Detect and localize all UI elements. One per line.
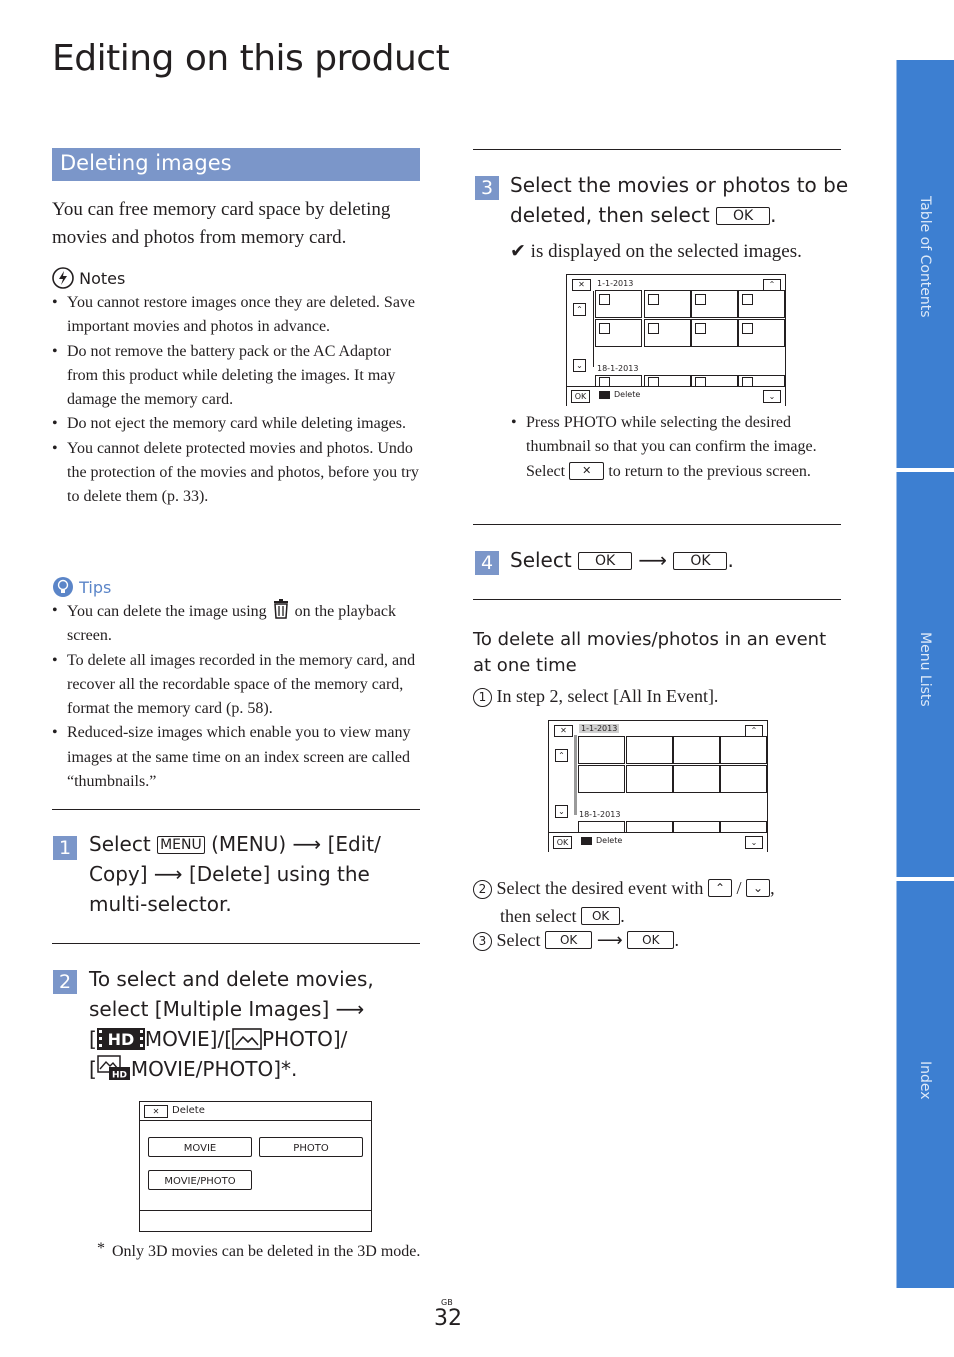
lang-code: GB xyxy=(441,1298,453,1307)
step-number: 2 xyxy=(53,970,77,994)
arrow-icon: ⟶ xyxy=(292,832,322,856)
check-note xyxy=(510,240,802,263)
screen-header xyxy=(140,1102,371,1121)
step3-bullets xyxy=(511,411,841,484)
circled-1: 1 xyxy=(473,688,492,707)
thumbnail[interactable] xyxy=(691,290,738,318)
scroll-down-icon[interactable]: ⌄ xyxy=(573,359,586,372)
step-number: 1 xyxy=(53,836,77,860)
ok-icon[interactable]: OK xyxy=(553,836,572,849)
intro-text: You can free memory card space by deleting movies and photos from memory card. xyxy=(52,199,391,248)
menu-button: MENU xyxy=(157,836,205,854)
thumbnail[interactable] xyxy=(738,319,785,347)
page-up-icon[interactable]: ⌃ xyxy=(745,725,763,737)
step1-delete: [Delete] using the xyxy=(188,862,370,886)
event-heading: To delete all movies/photos in an event at one time xyxy=(473,629,827,676)
close-icon: ✕ xyxy=(569,462,604,480)
tips-label: Tips xyxy=(79,578,112,597)
page-down-icon: ⌄ xyxy=(746,879,770,897)
list-item: • Reduced-size images which enable you to view many images at the same time on an index screen are called “thumbnails.” xyxy=(52,721,424,794)
divider xyxy=(473,149,841,150)
movie-photo-button-label: MOVIE/PHOTO xyxy=(164,1176,236,1187)
section-header xyxy=(52,148,420,181)
movie-button-label: MOVIE xyxy=(183,1143,217,1154)
tips-heading xyxy=(52,576,111,598)
divider xyxy=(473,599,841,600)
ok-button: OK xyxy=(581,907,620,925)
step1-copy: Copy] xyxy=(89,862,148,886)
tips-icon xyxy=(52,576,74,598)
thumbnail[interactable] xyxy=(644,319,691,347)
sidebar-tab-contents-label: Table of Contents xyxy=(917,196,933,318)
step3-text: Select the movies or photos to be deleted, then select OK . xyxy=(510,173,849,227)
close-icon[interactable]: ✕ xyxy=(554,725,573,737)
date-bottom: 18-1-2013 xyxy=(597,364,639,373)
checkbox[interactable] xyxy=(599,323,610,334)
notes-icon xyxy=(52,267,74,289)
step3-bullet-a: Press PHOTO while selecting the desired thumbnail so that you can confirm the image. Select xyxy=(526,414,817,480)
thumbnail[interactable] xyxy=(720,736,767,764)
screen-footer xyxy=(567,386,785,406)
section-title: Deleting images xyxy=(60,151,232,175)
arrow-icon: ⟶ xyxy=(335,997,365,1021)
page-down-icon[interactable]: ⌄ xyxy=(745,836,763,849)
sidebar-tab-index[interactable] xyxy=(896,881,954,1288)
trash-icon xyxy=(271,599,291,619)
thumbnail[interactable] xyxy=(673,765,720,793)
ok-icon[interactable]: OK xyxy=(571,390,590,403)
notes-list xyxy=(52,291,424,510)
scroll-up-icon[interactable]: ⌃ xyxy=(555,749,568,762)
thumbnail[interactable] xyxy=(673,736,720,764)
scroll-down-icon[interactable]: ⌄ xyxy=(555,805,568,818)
checkbox[interactable] xyxy=(648,323,659,334)
page-up-icon[interactable]: ⌃ xyxy=(763,279,781,291)
tip-text-a: You can delete the image using xyxy=(67,603,267,620)
thumbnail[interactable] xyxy=(720,765,767,793)
scroll-up-icon[interactable]: ⌃ xyxy=(573,303,586,316)
checkbox[interactable] xyxy=(742,323,753,334)
date-top: 1-1-2013 xyxy=(581,724,618,733)
page-down-icon[interactable]: ⌄ xyxy=(763,390,781,403)
step1-edit: [Edit/ xyxy=(327,832,381,856)
step-number: 3 xyxy=(475,176,499,200)
notes-heading xyxy=(52,267,125,289)
footnote: Only 3D movies can be deleted in the 3D mode. xyxy=(112,1243,421,1260)
check-note-text: is displayed on the selected images. xyxy=(530,241,802,262)
sidebar-tab-menu-lists[interactable] xyxy=(896,472,954,877)
screen-divider xyxy=(140,1210,371,1211)
checkbox[interactable] xyxy=(695,294,706,305)
step1-menu: (MENU) xyxy=(211,832,287,856)
ok-button: OK xyxy=(716,207,770,225)
event-step2-text-a: Select the desired event with xyxy=(496,878,704,898)
divider xyxy=(52,809,420,810)
step2-moviephoto: MOVIE/PHOTO]*. xyxy=(130,1057,298,1081)
checkbox[interactable] xyxy=(599,294,610,305)
event-step2-text-b: then select xyxy=(500,906,577,926)
hd-icon xyxy=(581,837,592,845)
screen-title: Delete xyxy=(172,1105,205,1116)
event-step1 xyxy=(473,686,718,707)
divider xyxy=(52,943,420,944)
date-bottom: 18-1-2013 xyxy=(579,810,621,819)
list-item: • You cannot delete protected movies and photos. Undo the protection of the movies and photos, before you try to delete them (p. 33). xyxy=(52,437,424,510)
ok-button: OK xyxy=(627,931,674,949)
step4-select: Select xyxy=(510,548,572,572)
step1-multiselector: multi-selector. xyxy=(89,892,232,916)
step3-bullet-b: to return to the previous screen. xyxy=(608,462,811,480)
arrow-icon: ⟶ xyxy=(596,930,623,951)
sidebar-tab-contents[interactable] xyxy=(896,60,954,468)
close-icon[interactable]: ✕ xyxy=(144,1105,168,1118)
thumbnail[interactable] xyxy=(595,319,642,347)
thumbnail-screen xyxy=(566,274,786,406)
photo-button[interactable] xyxy=(259,1137,363,1157)
circled-2: 2 xyxy=(473,880,492,899)
checkbox[interactable] xyxy=(648,294,659,305)
thumbnail[interactable] xyxy=(595,290,642,318)
thumbnail[interactable] xyxy=(578,736,625,764)
list-item: • Do not remove the battery pack or the AC Adaptor from this product while deleting the images. It may damage the memory card. xyxy=(52,340,424,413)
event-step3: 3 Select OK ⟶ OK . xyxy=(473,930,679,951)
page-title: Editing on this product xyxy=(52,38,450,79)
step3-line1: Select the movies or photos to be xyxy=(510,173,849,197)
list-item: • To delete all images recorded in the memory card, and recover all the recordable space of the memory card, format the memory card (p. 58). xyxy=(52,649,424,722)
notes-label: Notes xyxy=(79,269,126,288)
arrow-icon: ⟶ xyxy=(153,862,183,886)
tip-text-b: on the playback screen. xyxy=(67,603,396,645)
sidebar-tab-menu-lists-label: Menu Lists xyxy=(917,632,933,707)
movie-photo-button[interactable] xyxy=(148,1170,252,1190)
thumbnail[interactable] xyxy=(578,765,625,793)
event-bar xyxy=(574,735,577,815)
arrow-icon: ⟶ xyxy=(638,548,668,572)
checkbox[interactable] xyxy=(695,323,706,334)
step1-text xyxy=(89,829,419,919)
ok-button: OK xyxy=(578,552,632,570)
photo-button-label: PHOTO xyxy=(293,1143,329,1154)
svg-text:HD: HD xyxy=(107,1030,135,1049)
event-screen xyxy=(548,720,768,852)
step4-text: Select OK ⟶ OK . xyxy=(510,548,734,572)
photo-icon xyxy=(232,1028,262,1050)
page-up-icon: ⌃ xyxy=(708,879,732,897)
page-number: 32 xyxy=(434,1306,462,1331)
step-number: 4 xyxy=(475,551,499,575)
event-step3-text: Select xyxy=(496,930,541,950)
delete-type-screen xyxy=(139,1101,372,1232)
checkmark-icon: ✔ xyxy=(510,240,526,262)
hd-movie-icon xyxy=(97,1028,145,1050)
screen-footer xyxy=(549,832,767,852)
step2-line1: To select and delete movies, xyxy=(89,967,374,991)
step1-select: Select xyxy=(89,832,151,856)
list-item: • Do not eject the memory card while deleting images. xyxy=(52,412,424,436)
close-icon[interactable]: ✕ xyxy=(572,279,591,291)
thumbnail[interactable] xyxy=(738,290,785,318)
step2-text: To select and delete movies, select [Multiple Images] ⟶ [ HD MOVIE]/[ PHOTO]/ [ HD MOVIE/PHOTO]*. xyxy=(89,967,374,1081)
svg-text:HD: HD xyxy=(111,1070,127,1081)
delete-label: Delete xyxy=(614,390,641,399)
event-step2: 2 Select the desired event with ⌃ / ⌄ , then select OK . xyxy=(473,874,843,930)
step2-line2: select [Multiple Images] xyxy=(89,997,330,1021)
delete-label: Delete xyxy=(596,836,623,845)
scroll-track xyxy=(593,291,594,367)
sidebar-tab-index-label: Index xyxy=(917,1061,933,1100)
list-item xyxy=(52,599,424,649)
ok-button: OK xyxy=(545,931,592,949)
divider xyxy=(473,524,841,525)
hd-icon xyxy=(599,391,610,399)
thumbnail[interactable] xyxy=(626,736,673,764)
movie-photo-icon xyxy=(97,1055,131,1081)
checkbox[interactable] xyxy=(742,294,753,305)
step2-movie: MOVIE]/[ xyxy=(144,1027,233,1051)
circled-3: 3 xyxy=(473,932,492,951)
step3-line2: deleted, then select xyxy=(510,203,710,227)
list-item xyxy=(511,411,841,484)
date-top: 1-1-2013 xyxy=(597,279,634,288)
thumbnail[interactable] xyxy=(626,765,673,793)
movie-button[interactable] xyxy=(148,1137,252,1157)
footnote-star: * xyxy=(97,1240,105,1257)
thumbnail[interactable] xyxy=(691,319,738,347)
step2-photo: PHOTO]/ xyxy=(262,1027,348,1051)
tips-list xyxy=(52,599,424,794)
event-step1-text: In step 2, select [All In Event]. xyxy=(496,686,719,706)
thumbnail[interactable] xyxy=(644,290,691,318)
list-item: • You cannot restore images once they are deleted. Save important movies and photos in advance. xyxy=(52,291,424,340)
ok-button: OK xyxy=(673,552,727,570)
